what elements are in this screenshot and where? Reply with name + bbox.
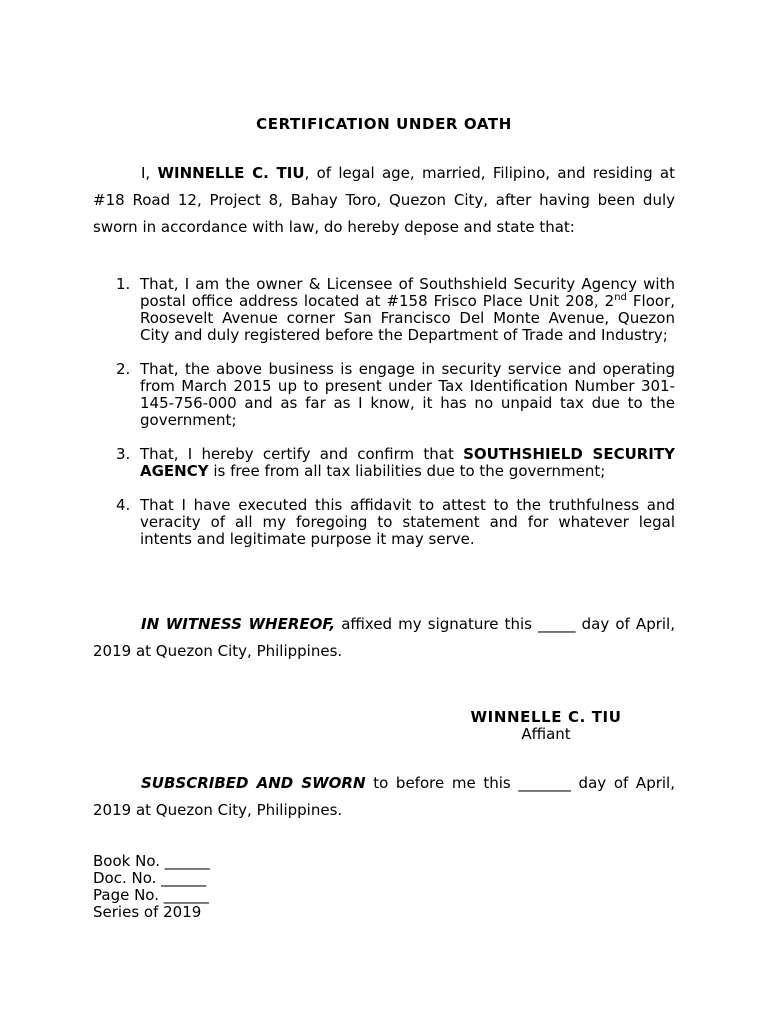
witness-paragraph — [93, 611, 675, 665]
list-item — [116, 446, 675, 480]
item-text: That I have executed this affidavit to attest to the truthfulness and veracity of all my foregoing to statement and for whatever legal intents and legitimate purpose it may serve. — [140, 496, 675, 548]
item-text-cont: is free from all tax liabilities due to the government; — [208, 462, 606, 480]
jurat-lead: SUBSCRIBED AND SWORN — [141, 774, 366, 792]
affiant-name-inline: WINNELLE C. TIU — [157, 164, 305, 182]
list-item — [116, 361, 675, 429]
series-line: Series of 2019 — [93, 903, 202, 921]
item-text: That, the above business is engage in security service and operating from March 2015 up to present under Tax Identification Number 301-145-756-000 and as far as I know, it has no unpaid tax due to the government; — [140, 360, 675, 429]
statement-list — [116, 276, 675, 565]
list-item — [116, 497, 675, 548]
agency-name: SOUTHSHIELD SECURITY AGENCY — [140, 445, 675, 480]
intro-post: , of legal age, married, Filipino, and residing at #18 Road 12, Project 8, Bahay Toro, Quezon City, after having been duly sworn in accordance with law, do hereby depose and state that: — [93, 164, 675, 236]
list-item — [116, 276, 675, 344]
witness-lead: IN WITNESS WHEREOF, — [141, 615, 336, 633]
item-number: 1. — [116, 275, 131, 293]
item-text: That, I hereby certify and confirm that — [140, 445, 464, 463]
jurat-text: to before me this _______ day of April, 2019 at Quezon City, Philippines. — [93, 774, 675, 819]
document-title: CERTIFICATION UNDER OATH — [256, 115, 512, 133]
intro-paragraph — [93, 160, 675, 241]
notary-block — [93, 853, 210, 921]
item-number: 2. — [116, 360, 131, 378]
doc-number-line: Doc. No. ______ — [93, 869, 207, 887]
jurat-paragraph — [93, 770, 675, 824]
intro-pre: I, — [141, 164, 158, 182]
item-text: That, I am the owner & Licensee of Southshield Security Agency with postal office address located at #158 Frisco Place Unit 208, 2 — [140, 275, 675, 310]
item-text-cont: Floor, Roosevelt Avenue corner San Francisco Del Monte Avenue, Quezon City and duly registered before the Department of Trade and Industry; — [140, 292, 675, 344]
item-number: 3. — [116, 445, 131, 463]
book-number-line: Book No. ______ — [93, 852, 210, 870]
item-number: 4. — [116, 496, 131, 514]
page-number-line: Page No. ______ — [93, 886, 209, 904]
signatory-role: Affiant — [521, 725, 571, 743]
ordinal-suffix: nd — [614, 292, 627, 303]
signatory-name: WINNELLE C. TIU — [470, 708, 622, 726]
witness-text: affixed my signature this _____ day of April, 2019 at Quezon City, Philippines. — [93, 615, 675, 660]
